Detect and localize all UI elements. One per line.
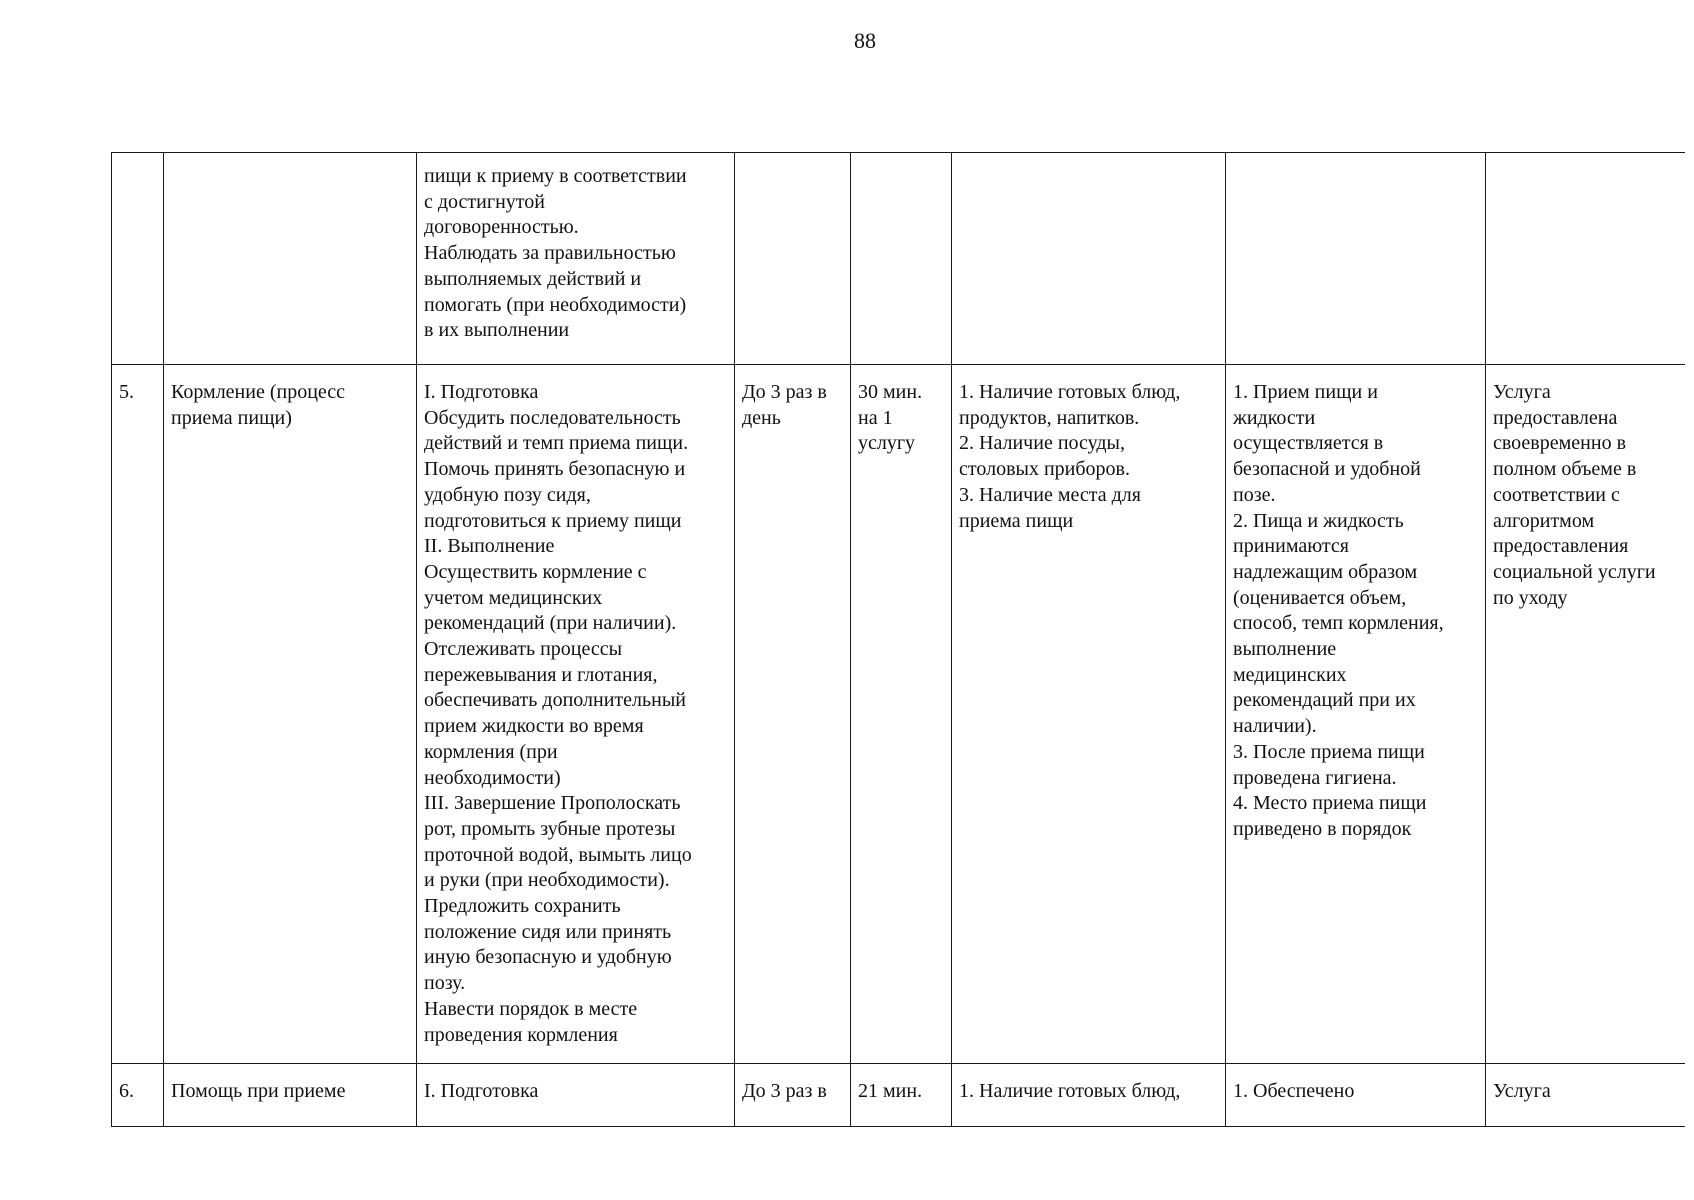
cell-actions: I. Подготовка Обсудить последовательность действий и темп приема пищи. Помочь принять безопасную и удобную позу сидя, подготовиться к приему пищи II. Выполнение Осуществить кормление с учетом медицинских рекомендаций (при наличии). Отслеживать процессы пережевывания и глотания, обеспечивать дополнительный прием жидкости во время кормления (при необходимости) III. Завершение Прополоскать рот, промыть зубные протезы проточной водой, вымыть лицо и руки (при необходимости). Предложить сохранить положение сидя или принять иную безопасную и удобную позу. Навести порядок в месте проведения кормления [417, 365, 735, 1064]
cell-criteria [1226, 153, 1486, 365]
cell-service-name: Кормление (процесс приема пищи) [164, 365, 417, 1064]
cell-criteria: 1. Обеспечено [1226, 1064, 1486, 1127]
cell-service-name [164, 153, 417, 365]
cell-criteria: 1. Прием пищи и жидкости осуществляется в безопасной и удобной позе. 2. Пища и жидкость принимаются надлежащим образом (оценивается объем, способ, темп кормления, выполнение медицинских рекомендаций при их наличии). 3. После приема пищи проведена гигиена. 4. Место приема пищи приведено в порядок [1226, 365, 1486, 1064]
cell-conditions: 1. Наличие готовых блюд, продуктов, напитков. 2. Наличие посуды, столовых приборов. 3. Наличие места для приема пищи [952, 365, 1226, 1064]
services-table [111, 152, 1685, 1127]
table-row-5 [112, 365, 1685, 1064]
cell-duration: 30 мин. на 1 услугу [851, 365, 952, 1064]
cell-duration: 21 мин. [851, 1064, 952, 1127]
table-row-6 [112, 1064, 1685, 1127]
table-row-continuation [112, 153, 1685, 365]
cell-actions: пищи к приему в соответствии с достигнутой договоренностью. Наблюдать за правильностью выполняемых действий и помогать (при необходимости) в их выполнении [417, 153, 735, 365]
cell-conditions [952, 153, 1226, 365]
page-number: 88 [854, 28, 876, 53]
cell-number: 5. [112, 365, 164, 1064]
cell-result: Услуга предоставлена своевременно в полном объеме в соответствии с алгоритмом предоставления социальной услуги по уходу [1486, 365, 1685, 1064]
cell-number: 6. [112, 1064, 164, 1127]
cell-number [112, 153, 164, 365]
cell-frequency: До 3 раз в [735, 1064, 851, 1127]
cell-frequency: До 3 раз в день [735, 365, 851, 1064]
cell-duration [851, 153, 952, 365]
cell-conditions: 1. Наличие готовых блюд, [952, 1064, 1226, 1127]
cell-service-name: Помощь при приеме [164, 1064, 417, 1127]
cell-actions: I. Подготовка [417, 1064, 735, 1127]
cell-result [1486, 153, 1685, 365]
cell-frequency [735, 153, 851, 365]
cell-result: Услуга [1486, 1064, 1685, 1127]
